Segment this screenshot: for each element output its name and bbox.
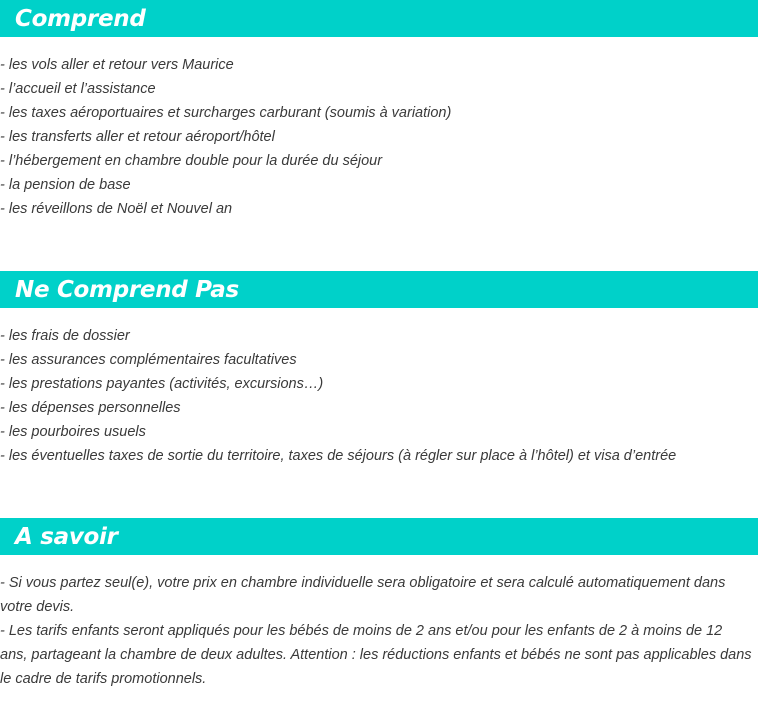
note-paragraph: - Les tarifs enfants seront appliqués pour les bébés de moins de 2 ans et/ou pour les enfants de 2 à moins de 12 ans, partageant la chambre de deux adultes. Attention : les réductions enfants et bébés ne sont pas applicables dans le cadre de tarifs promotionnels. [0, 623, 752, 687]
list-item: - l’hébergement en chambre double pour la durée du séjour [0, 153, 383, 169]
excluded-list [0, 308, 758, 468]
section-title: Comprend [15, 5, 146, 32]
section-header-a-savoir [0, 518, 758, 555]
list-item: - les transferts aller et retour aéroport/hôtel [0, 129, 275, 145]
list-item: - les prestations payantes (activités, excursions…) [0, 376, 324, 392]
list-item: - les assurances complémentaires facultatives [0, 352, 297, 368]
section-ne-comprend-pas [0, 271, 758, 468]
notes-content [0, 555, 752, 691]
list-item: - les vols aller et retour vers Maurice [0, 57, 234, 73]
included-list [0, 37, 758, 221]
list-item: - les frais de dossier [0, 328, 130, 344]
section-header-ne-comprend-pas [0, 271, 758, 308]
list-item: - les dépenses personnelles [0, 400, 181, 416]
list-item: - les pourboires usuels [0, 424, 146, 440]
list-item: - les réveillons de Noël et Nouvel an [0, 201, 233, 217]
list-item: - les éventuelles taxes de sortie du territoire, taxes de séjours (à régler sur place à l’hôtel) et visa d’entrée [0, 448, 677, 464]
section-title: A savoir [15, 523, 118, 550]
list-item: - les taxes aéroportuaires et surcharges carburant (soumis à variation) [0, 105, 452, 121]
note-paragraph: - Si vous partez seul(e), votre prix en chambre individuelle sera obligatoire et sera calculé automatiquement dans votre devis. [0, 575, 726, 615]
section-title: Ne Comprend Pas [15, 276, 239, 303]
section-a-savoir [0, 518, 758, 691]
section-comprend [0, 0, 758, 221]
list-item: - l’accueil et l’assistance [0, 81, 156, 97]
list-item: - la pension de base [0, 177, 131, 193]
section-header-comprend [0, 0, 758, 37]
